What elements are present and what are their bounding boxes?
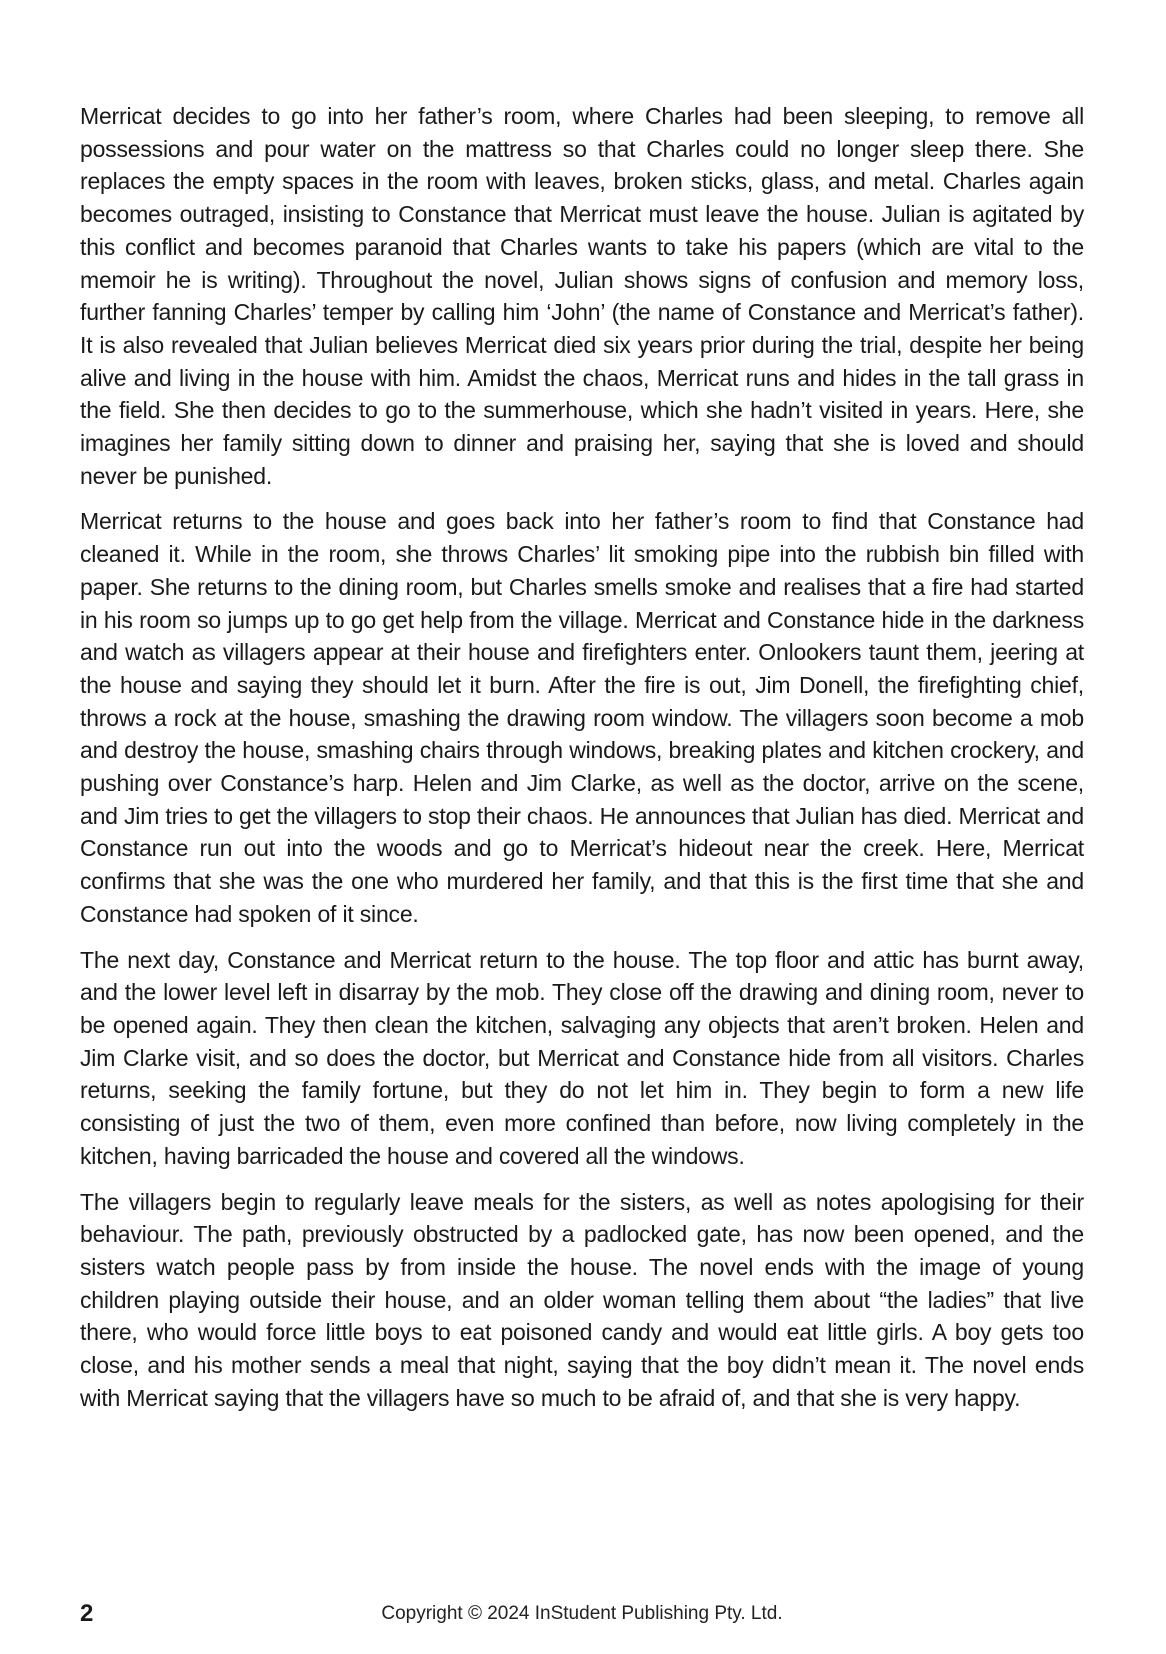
page-number: 2 — [80, 1600, 94, 1627]
body-text — [80, 100, 1084, 1427]
paragraph-1: Merricat decides to go into her father’s room, where Charles had been sleeping, to remove all possessions and pour water on the mattress so that Charles could no longer sleep there. She replaces the empty spaces in the room with leaves, broken sticks, glass, and metal. Charles again becomes outraged, insisting to Constance that Merricat must leave the house. Julian is agitated by this conflict and becomes paranoid that Charles wants to take his papers (which are vital to the memoir he is writing). Throughout the novel, Julian shows signs of confusion and memory loss, further fanning Charles’ temper by calling him ‘John’ (the name of Constance and Merricat’s father). It is also revealed that Julian believes Merricat died six years prior during the trial, despite her being alive and living in the house with him. Amidst the chaos, Merricat runs and hides in the tall grass in the field. She then decides to go to the summerhouse, which she hadn’t visited in years. Here, she imagines her family sitting down to dinner and praising her, saying that she is loved and should never be punished. — [80, 103, 1084, 489]
page-footer — [80, 1597, 1084, 1631]
paragraph-4: The villagers begin to regularly leave meals for the sisters, as well as notes apologising for their behaviour. The path, previously obstructed by a padlocked gate, has now been opened, and the sisters watch people pass by from inside the house. The novel ends with the image of young children playing outside their house, and an older woman telling them about “the ladies” that live there, who would force little boys to eat poisoned candy and would eat little girls. A boy gets too close, and his mother sends a meal that night, saying that the boy didn’t mean it. The novel ends with Merricat saying that the villagers have so much to be afraid of, and that she is very happy. — [80, 1188, 1084, 1411]
paragraph-2: Merricat returns to the house and goes back into her father’s room to find that Constance had cleaned it. While in the room, she throws Charles’ lit smoking pipe into the rubbish bin filled with paper. She returns to the dining room, but Charles smells smoke and realises that a fire had started in his room so jumps up to go get help from the village. Merricat and Constance hide in the darkness and watch as villagers appear at their house and firefighters enter. Onlookers taunt them, jeering at the house and saying they should let it burn. After the fire is out, Jim Donell, the firefighting chief, throws a rock at the house, smashing the drawing room window. The villagers soon become a mob and destroy the house, smashing chairs through windows, breaking plates and kitchen crockery, and pushing over Constance’s harp. Helen and Jim Clarke, as well as the doctor, arrive on the scene, and Jim tries to get the villagers to stop their chaos. He announces that Julian has died. Merricat and Constance run out into the woods and go to Merricat’s hideout near the creek. Here, Merricat confirms that she was the one who murdered her family, and that this is the first time that she and Constance had spoken of it since. — [80, 508, 1084, 927]
paragraph-3: The next day, Constance and Merricat return to the house. The top floor and attic has burnt away, and the lower level left in disarray by the mob. They close off the drawing and dining room, never to be opened again. They then clean the kitchen, salvaging any objects that aren’t broken. Helen and Jim Clarke visit, and so does the doctor, but Merricat and Constance hide from all visitors. Charles returns, seeking the family fortune, but they do not let him in. They begin to form a new life consisting of just the two of them, even more confined than before, now living completely in the kitchen, having barricaded the house and covered all the windows. — [80, 946, 1084, 1169]
copyright-notice: Copyright © 2024 InStudent Publishing Pty. Ltd. — [381, 1603, 783, 1624]
